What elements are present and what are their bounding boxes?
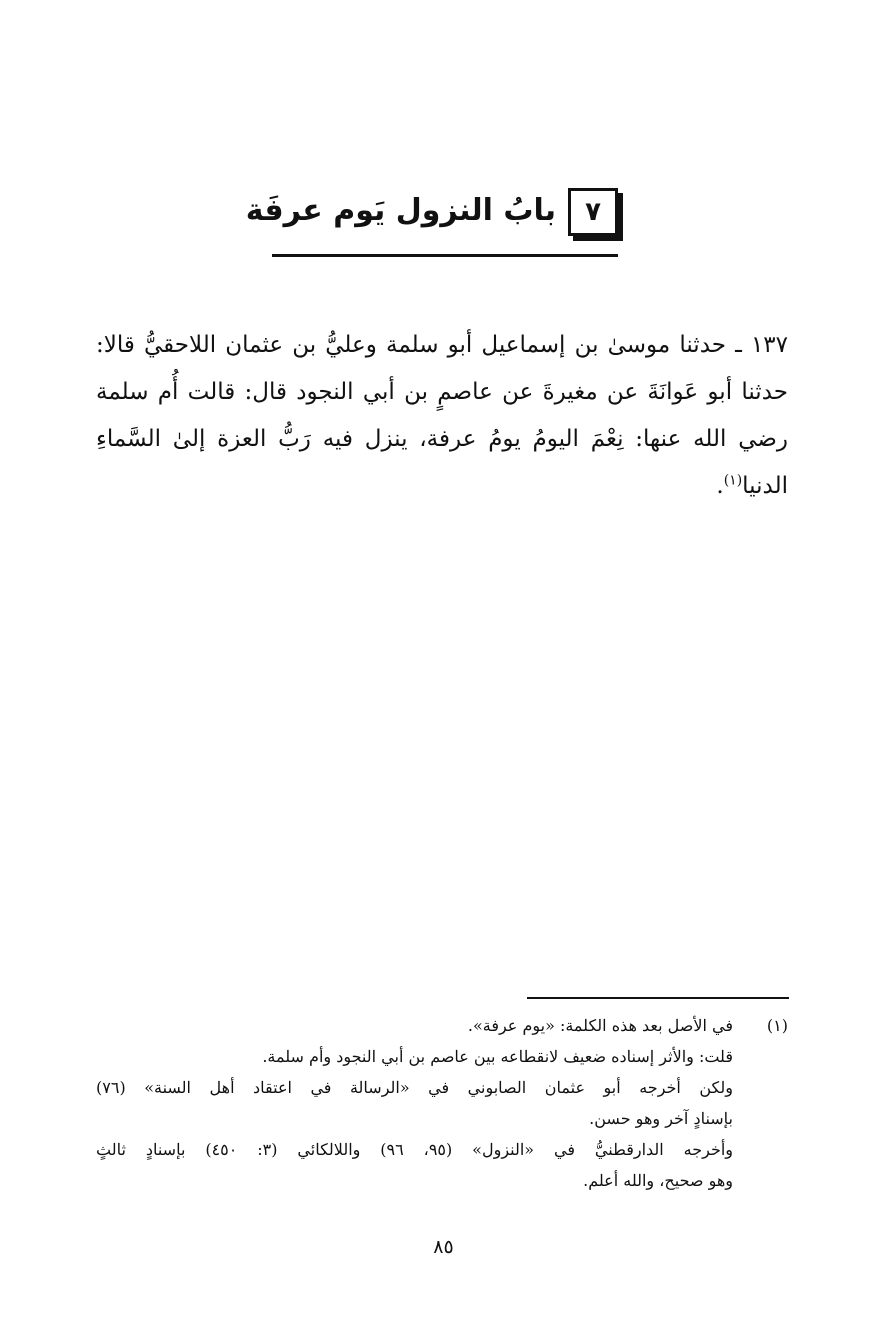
hadith-line-2: اللاحقيُّ قالا: حدثنا أبو عَوانَةَ عن مغيرةَ عن عاصمٍ بن أبي النجود [96,332,788,405]
footnote-marker: (١) [766,1016,788,1035]
footnote-line: وهو صحيح، والله أعلم. [583,1171,733,1190]
chapter-heading [245,182,618,258]
footnote-line: بإسنادٍ آخر وهو حسن. [589,1109,733,1128]
footnote-line: ولكن أخرجه أبو عثمان الصابوني في «الرسالة في اعتقاد أهل السنة» (٧٦) [96,1078,733,1097]
footnote-line: قلت: والأثر إسناده ضعيف لانقطاعه بين عاصم بن أبي النجود وأم سلمة. [262,1047,733,1066]
footnote-item [96,1010,788,1196]
hadith-line-1: ١٣٧ ـ حدثنا موسىٰ بن إسماعيل أبو سلمة وعليُّ بن عثمان [225,332,789,358]
chapter-number: ٧ [585,197,601,227]
chapter-number-box [568,188,618,236]
footnote-separator [527,997,789,999]
hadith-line-3: قال: قالت أُم سلمة رضي الله عنها: نِعْمَ اليومُ يومُ عرفة، ينزل فيه [96,379,789,452]
footnote-line: وأخرجه الدارقطنيُّ في «النزول» (٩٥، ٩٦) واللالكائي (٣: ٤٥٠) بإسنادٍ ثالثٍ [96,1140,734,1159]
footnote-reference: (١) [723,472,743,489]
hadith-end-punctuation: . [716,473,724,499]
hadith-line-4: رَبُّ العزة إلىٰ السَّماءِ الدنيا [96,426,788,499]
page-number: ٨٥ [433,1236,454,1258]
hadith-text [96,322,788,510]
footnote-line: في الأصل بعد هذه الكلمة: «يوم عرفة». [467,1016,733,1035]
chapter-title-underline [272,254,618,257]
chapter-title: بابُ النزول يَوم عرفَة [245,193,556,228]
footnotes [96,1010,788,1196]
